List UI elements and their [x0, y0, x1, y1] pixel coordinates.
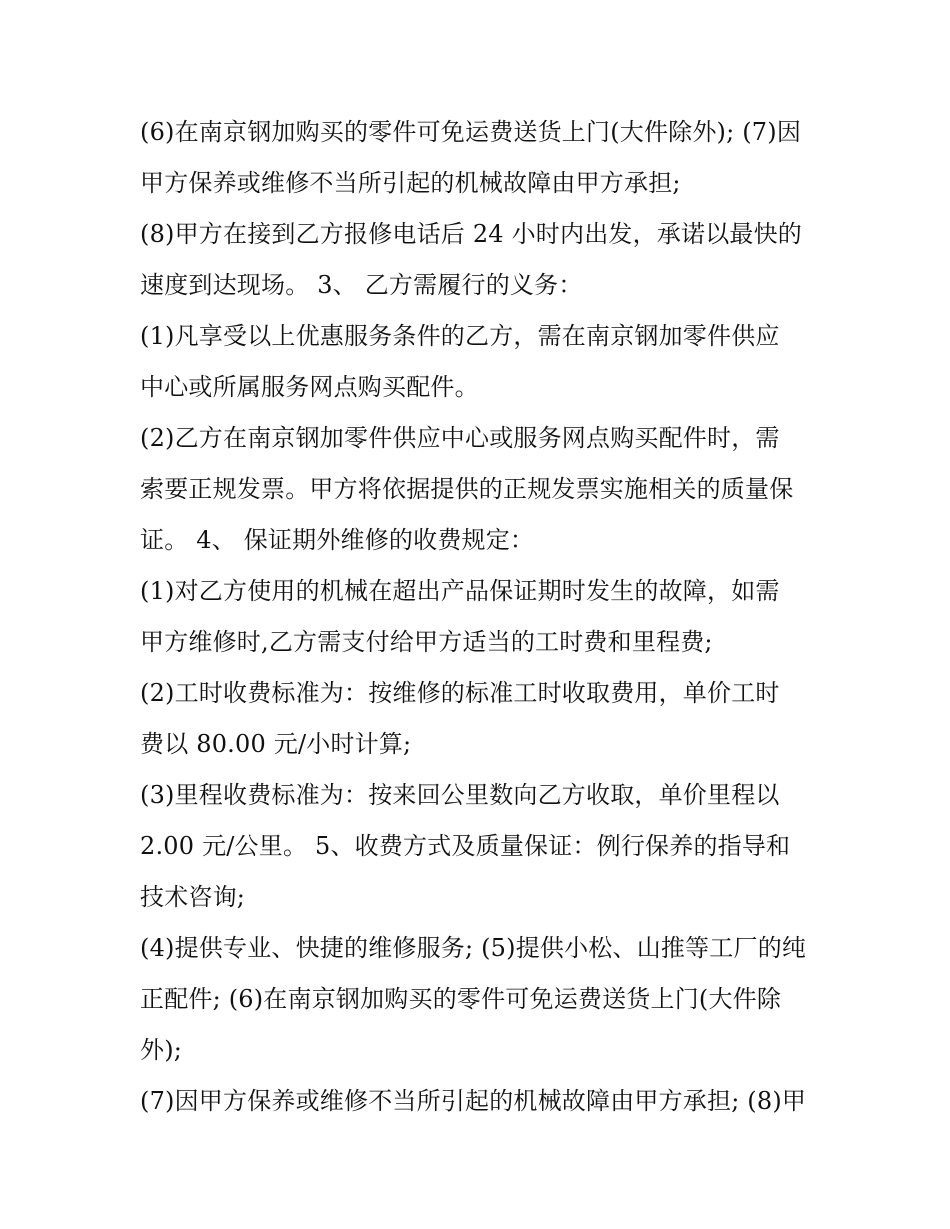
text-line: 速度到达现场。 3、 乙方需履行的义务： — [140, 271, 583, 299]
text-line: (2)工时收费标准为：按维修的标准工时收取费用，单价工时 — [140, 679, 780, 707]
text-line: 中心或所属服务网点购买配件。 — [140, 373, 479, 401]
text-line: 正配件; (6)在南京钢加购买的零件可免运费送货上门(大件除 — [140, 985, 782, 1013]
text-line: (8)甲方在接到乙方报修电话后 24 小时内出发，承诺以最快的 — [140, 220, 802, 248]
text-line: (1)凡享受以上优惠服务条件的乙方，需在南京钢加零件供应 — [140, 322, 780, 350]
text-line: (7)因甲方保养或维修不当所引起的机械故障由甲方承担; (8)甲 — [140, 1087, 807, 1115]
text-line: 技术咨询; — [140, 883, 246, 911]
text-line: (2)乙方在南京钢加零件供应中心或服务网点购买配件时，需 — [140, 424, 780, 452]
text-line: (4)提供专业、快捷的维修服务; (5)提供小松、山推等工厂的纯 — [140, 934, 807, 962]
text-line: (1)对乙方使用的机械在超出产品保证期时发生的故障，如需 — [140, 577, 780, 605]
document-body — [140, 107, 820, 1127]
text-line: 证。 4、 保证期外维修的收费规定： — [140, 526, 535, 554]
text-line: 甲方保养或维修不当所引起的机械故障由甲方承担; — [140, 169, 681, 197]
text-line: 费以 80.00 元/小时计算; — [140, 730, 412, 758]
text-line: 甲方维修时,乙方需支付给甲方适当的工时费和里程费; — [140, 628, 713, 656]
text-line: 外); — [140, 1036, 183, 1064]
text-line: 索要正规发票。甲方将依据提供的正规发票实施相关的质量保 — [140, 475, 794, 503]
text-line: 2.00 元/公里。 5、收费方式及质量保证：例行保养的指导和 — [140, 832, 791, 860]
text-line: (3)里程收费标准为：按来回公里数向乙方收取，单价里程以 — [140, 781, 780, 809]
text-line: (6)在南京钢加购买的零件可免运费送货上门(大件除外); (7)因 — [140, 118, 802, 146]
